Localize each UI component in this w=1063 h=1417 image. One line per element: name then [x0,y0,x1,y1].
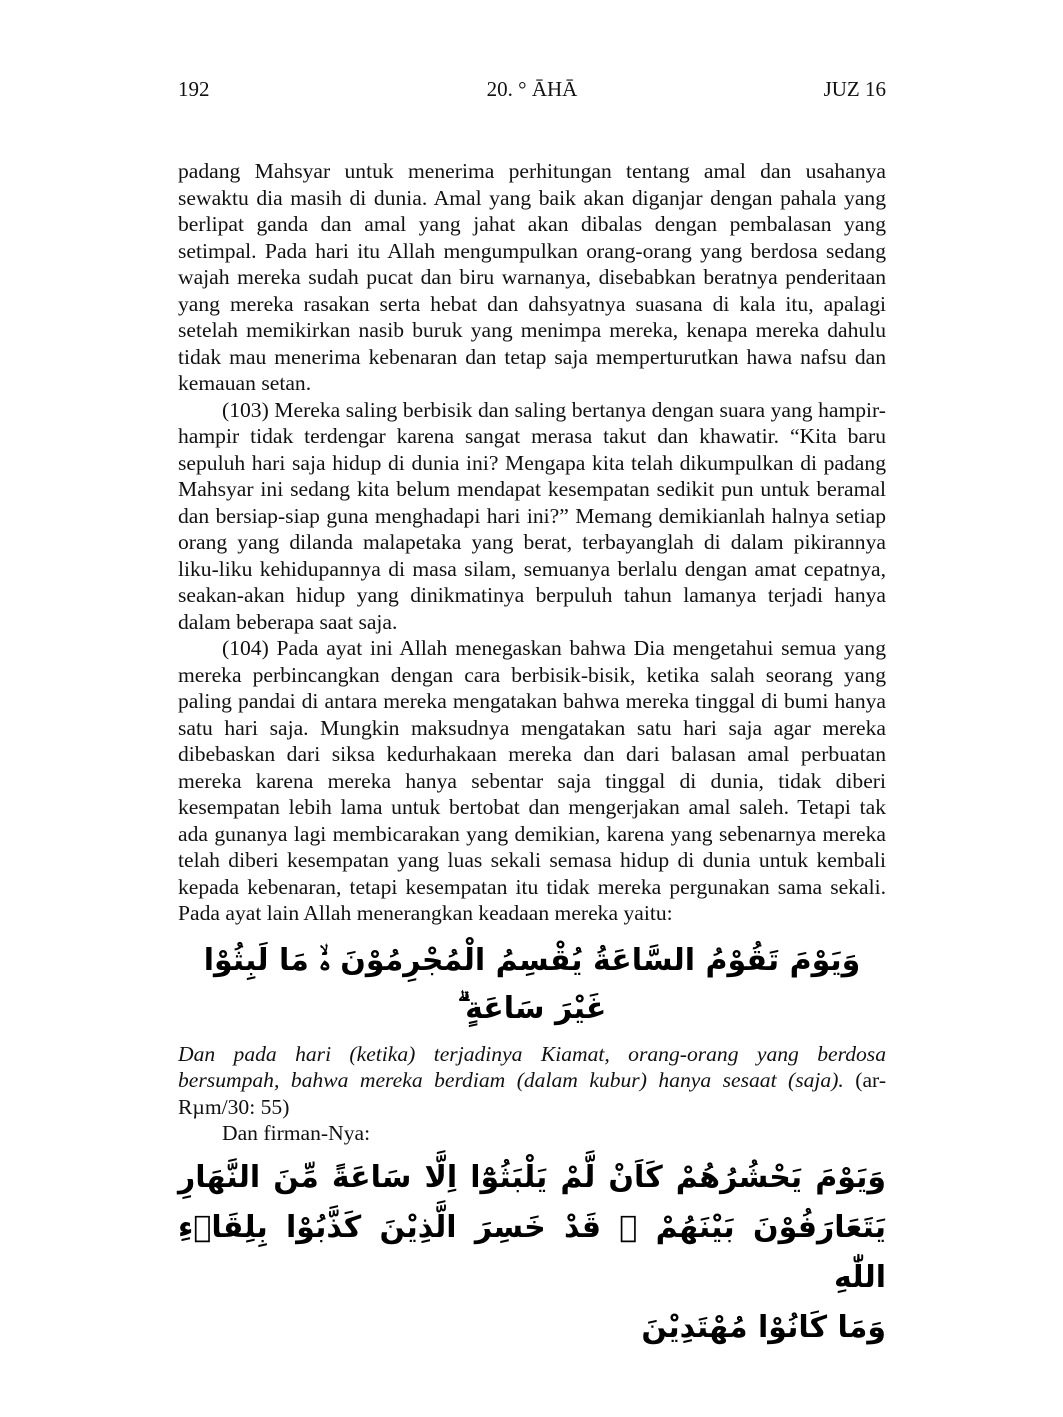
verse-1-translation-block [178,1041,886,1121]
paragraph-1: padang Mahsyar untuk menerima perhitungan tentang amal dan usahanya sewaktu dia masih di dunia. Amal yang baik akan diganjar dengan pahala yang berlipat ganda dan amal yang jahat akan dibalas dengan pembalasan yang setimpal. Pada hari itu Allah mengumpulkan orang-orang yang berdosa sedang wajah mereka sudah pucat dan biru warnanya, disebabkan beratnya penderitaan yang mereka rasakan serta hebat dan dahsyatnya suasana di kala itu, apalagi setelah memikirkan nasib buruk yang menimpa mereka, kenapa mereka dahulu tidak mau menerima kebenaran dan tetap saja memperturutkan hawa nafsu dan kemauan setan. [178,159,886,395]
page-number: 192 [178,77,210,101]
arabic-verse-2-line-1: وَيَوْمَ يَحْشُرُهُمْ كَاَنْ لَّمْ يَلْبَثُوْٓا اِلَّا سَاعَةً مِّنَ النَّهَارِ يَتَعَارَفُوْنَ بَيْنَهُمْ ۗ قَدْ خَسِرَ الَّذِيْنَ كَذَّبُوْا بِلِقَاۤءِ اللّٰهِ [178,1159,886,1295]
citation-1: (ar-Rµm/30: 55) [178,1068,887,1119]
arabic-verse-2 [178,1153,886,1353]
surah-title: 20. ° ĀHĀ [486,77,578,101]
juz-label: JUZ 16 [823,77,886,101]
translation-1: Dan pada hari (ketika) terjadinya Kiamat, orang-orang yang berdosa bersumpah, bahwa mereka berdiam (dalam kubur) hanya sesaat (saja). [178,1041,886,1092]
arabic-verse-2-line-2: وَمَا كَانُوْا مُهْتَدِيْنَ [641,1309,886,1345]
intro-verse-2: Dan firman-Nya: [222,1121,371,1145]
paragraph-104: (104) Pada ayat ini Allah menegaskan bahwa Dia mengetahui semua yang mereka perbincangkan dengan cara berbisik-bisik, ketika salah seorang yang paling pandai di antara mereka mengatakan bahwa mereka tinggal di bumi hanya satu hari saja. Mungkin maksudnya mengatakan satu hari saja agar mereka dibebaskan dari siksa kedurhakaan mereka dan dari balasan amal perbuatan mereka karena mereka hanya sebentar saja tinggal di dunia, tidak diberi kesempatan lebih lama untuk bertobat dan mengerjakan amal saleh. Tetapi tak ada gunanya lagi membicarakan yang demikian, karena yang sebenarnya mereka telah diberi kesempatan yang luas sekali semasa hidup di dunia untuk kembali kepada kebenaran, tetapi kesempatan itu tidak mereka pergunakan sama sekali. Pada ayat lain Allah menerangkan keadaan mereka yaitu: [178,636,886,925]
paragraph-103: (103) Mereka saling berbisik dan saling bertanya dengan suara yang hampir-hampir tidak terdengar karena sangat merasa takut dan khawatir. “Kita baru sepuluh hari saja hidup di dunia ini? Mengapa kita telah dikumpulkan di padang Mahsyar ini sedang kita belum mendapat kesempatan sedikit pun untuk beramal dan bersiap-siap guna menghadapi hari ini?” Memang demikianlah halnya setiap orang yang dilanda malapetaka yang berat, terbayanglah di dalam pikirannya liku-liku kehidupannya di masa silam, semuanya berlalu dengan amat cepatnya, seakan-akan hidup yang dinikmatinya berpuluh tahun lamanya terjadi hanya dalam beberapa saat saja. [178,397,886,634]
page-header [178,74,886,104]
arabic-verse-1: وَيَوْمَ تَقُوْمُ السَّاعَةُ يُقْسِمُ الْمُجْرِمُوْنَ ەۙ مَا لَبِثُوْا غَيْرَ سَاعَةٍ ۗ [203,942,861,1026]
page-body [178,158,886,1353]
